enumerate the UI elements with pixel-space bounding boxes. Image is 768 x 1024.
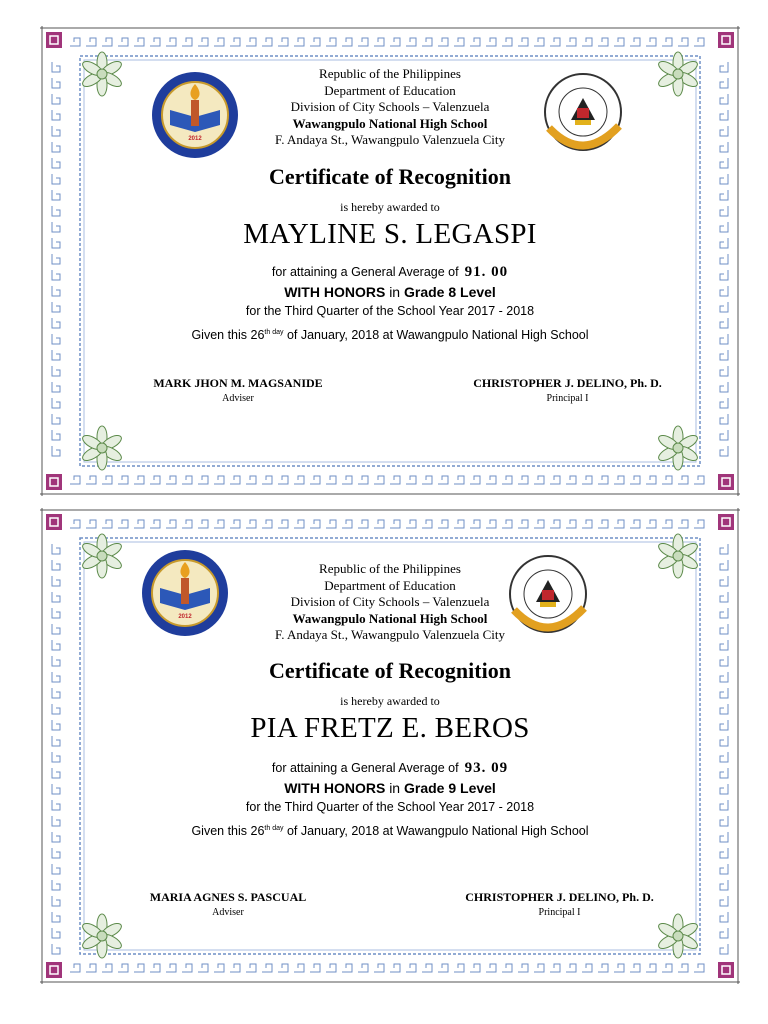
- awarded-text: is hereby awarded to: [340, 694, 440, 708]
- header-division: Division of City Schools – Valenzuela: [290, 99, 490, 114]
- adviser-signature: [138, 376, 338, 404]
- adviser-role: Adviser: [212, 907, 244, 918]
- average-text: for attaining a General Average of: [271, 761, 459, 775]
- honors-line: [40, 780, 740, 796]
- awarded-text: is hereby awarded to: [340, 200, 440, 214]
- average-text: for attaining a General Average of: [271, 265, 459, 279]
- given-post: of January, 2018 at Wawangpulo National High School: [283, 328, 589, 342]
- certificate-title: Certificate of Recognition: [269, 658, 511, 683]
- given-line: [40, 824, 740, 838]
- adviser-role: Adviser: [222, 393, 254, 404]
- honors-text: WITH HONORS: [284, 284, 386, 300]
- given-post: of January, 2018 at Wawangpulo National High School: [283, 824, 589, 838]
- certificate-1: [40, 26, 740, 496]
- given-pre: Given this 26: [191, 824, 265, 838]
- adviser-name: MARK JHON M. MAGSANIDE: [153, 376, 323, 390]
- given-line: [40, 328, 740, 342]
- principal-name: CHRISTOPHER J. DELINO, Ph. D.: [473, 376, 662, 390]
- quarter-text: for the Third Quarter of the School Year 2017 - 2018: [245, 800, 535, 814]
- principal-signature: [452, 890, 667, 918]
- honors-in: in: [389, 780, 401, 796]
- header-division: Division of City Schools – Valenzuela: [290, 594, 490, 609]
- grade-level: Grade 8 Level: [403, 284, 496, 300]
- principal-signature: [460, 376, 675, 404]
- recipient-name: PIA FRETZ E. BEROS: [250, 712, 530, 744]
- average-value: 91. 00: [464, 264, 509, 280]
- header-republic: Republic of the Philippines: [319, 561, 461, 576]
- recipient-name: MAYLINE S. LEGASPI: [243, 218, 537, 250]
- honors-text: WITH HONORS: [284, 780, 386, 796]
- header-republic: Republic of the Philippines: [319, 66, 461, 81]
- certificate-title: Certificate of Recognition: [269, 164, 511, 189]
- header-department: Department of Education: [324, 83, 456, 98]
- principal-name: CHRISTOPHER J. DELINO, Ph. D.: [465, 890, 654, 904]
- given-pre: Given this 26: [191, 328, 265, 342]
- header-school: Wawangpulo National High School: [292, 116, 488, 131]
- header-school: Wawangpulo National High School: [292, 611, 488, 626]
- certificate-2: [40, 508, 740, 984]
- adviser-name: MARIA AGNES S. PASCUAL: [149, 890, 307, 904]
- honors-in: in: [389, 284, 401, 300]
- grade-level: Grade 9 Level: [403, 780, 496, 796]
- given-sup: th day: [264, 328, 284, 336]
- honors-line: [40, 284, 740, 300]
- school-seal-year: 2012: [188, 136, 202, 142]
- given-sup: th day: [264, 824, 284, 832]
- average-line: [40, 264, 740, 281]
- header-address: F. Andaya St., Wawangpulo Valenzuela City: [275, 627, 505, 642]
- principal-role: Principal I: [538, 907, 581, 918]
- principal-role: Principal I: [546, 393, 589, 404]
- header-department: Department of Education: [324, 578, 456, 593]
- header-address: F. Andaya St., Wawangpulo Valenzuela City: [275, 132, 505, 147]
- school-seal-year: 2012: [178, 614, 192, 620]
- quarter-text: for the Third Quarter of the School Year 2017 - 2018: [245, 304, 535, 318]
- average-value: 93. 09: [464, 760, 509, 776]
- adviser-signature: [128, 890, 328, 918]
- average-line: [40, 760, 740, 777]
